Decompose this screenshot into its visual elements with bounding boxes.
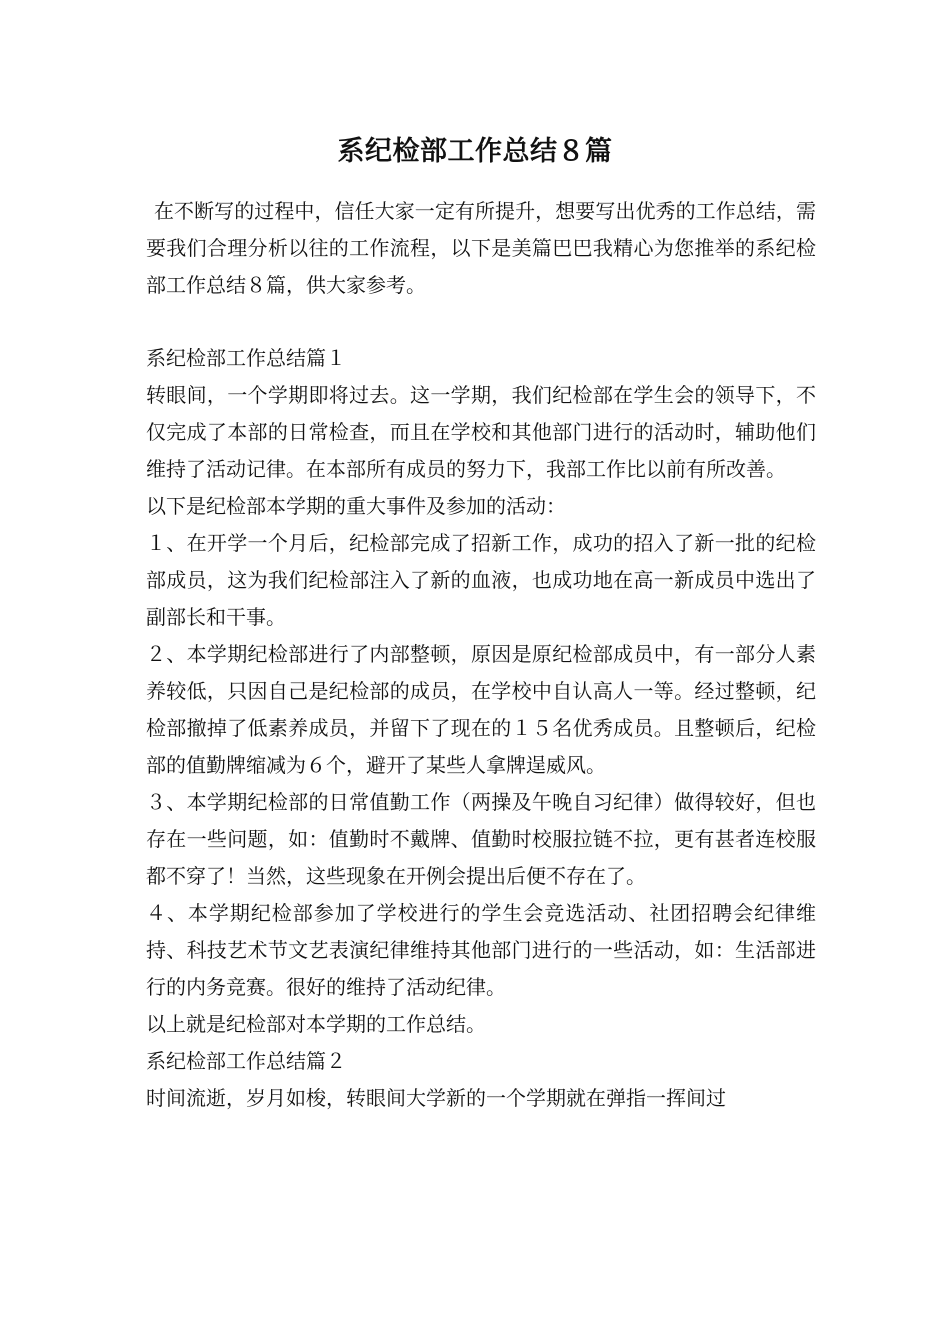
document-title: 系纪检部工作总结８篇 (337, 136, 613, 167)
document-body (146, 193, 816, 1117)
section-heading-2: 系纪检部工作总结篇２ (146, 1049, 346, 1073)
paragraph-spacer (146, 304, 816, 340)
list-item-2: ２、本学期纪检部进行了内部整顿，原因是原纪检部成员中，有一部分人素养较低，只因自己是纪检部的成员，在学校中自认高人一等。经过整顿，纪检部撤掉了低素养成员，并留下了现在的１５名优秀成员。且整顿后，纪检部的值勤牌缩减为６个，避开了某些人拿牌逞威风。 (146, 642, 816, 777)
body-paragraph: 以下是纪检部本学期的重大事件及参加的活动： (146, 494, 566, 518)
list-item-3: ３、本学期纪检部的日常值勤工作（两操及午晚自习纪律）做得较好，但也存在一些问题，如：值勤时不戴牌、值勤时校服拉链不拉，更有甚者连校服都不穿了！当然，这些现象在开例会提出后便不存在了。 (146, 790, 816, 888)
body-paragraph: 转眼间，一个学期即将过去。这一学期，我们纪检部在学生会的领导下，不仅完成了本部的日常检查，而且在学校和其他部门进行的活动时，辅助他们维持了活动记律。在本部所有成员的努力下，我部工作比以前有所改善。 (146, 383, 816, 481)
list-item-1: １、在开学一个月后，纪检部完成了招新工作，成功的招入了新一批的纪检部成员，这为我们纪检部注入了新的血液，也成功地在高一新成员中选出了副部长和干事。 (146, 531, 816, 629)
list-item-4: ４、本学期纪检部参加了学校进行的学生会竞选活动、社团招聘会纪律维持、科技艺术节文艺表演纪律维持其他部门进行的一些活动，如：生活部进行的内务竞赛。很好的维持了活动纪律。 (146, 901, 816, 999)
body-paragraph: 时间流逝，岁月如梭，转眼间大学新的一个学期就在弹指一挥间过 (146, 1086, 726, 1110)
body-paragraph: 以上就是纪检部对本学期的工作总结。 (146, 1012, 486, 1036)
intro-paragraph: 在不断写的过程中，信任大家一定有所提升，想要写出优秀的工作总结，需要我们合理分析以往的工作流程，以下是美篇巴巴我精心为您推举的系纪检部工作总结８篇，供大家参考。 (146, 199, 816, 297)
section-heading-1: 系纪检部工作总结篇１ (146, 346, 346, 370)
